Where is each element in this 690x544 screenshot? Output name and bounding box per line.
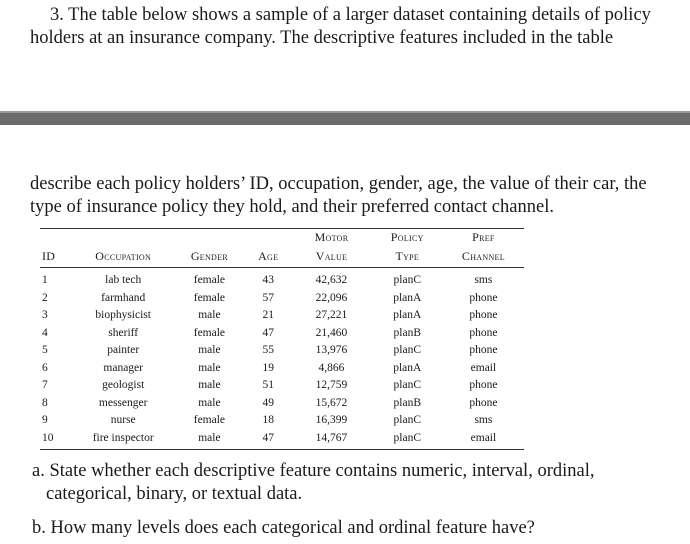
header-value: Value — [291, 248, 371, 268]
policy-type-cell: planA — [393, 309, 422, 321]
policy-type-cell: planC — [393, 379, 421, 391]
header-policy: Policy — [390, 230, 424, 244]
age-cell: 55 — [262, 344, 274, 356]
id-cell: 8 — [42, 396, 48, 409]
header-occupation: Occupation — [73, 248, 174, 268]
header-age: Age — [245, 248, 291, 268]
header-pref: Pref — [472, 230, 495, 244]
table-row — [40, 307, 524, 325]
id-cell: 3 — [42, 309, 48, 321]
age-cell: 43 — [262, 274, 274, 286]
gender-cell: male — [198, 396, 221, 409]
header-type: Type — [372, 248, 443, 268]
gender-cell: female — [193, 291, 226, 304]
header-top-cell — [73, 229, 174, 248]
occupation-cell: manager — [103, 361, 143, 374]
age-cell: 19 — [262, 361, 274, 374]
id-cell: 10 — [40, 430, 73, 450]
table-header-row-top — [40, 229, 524, 248]
header-top-cell — [40, 229, 73, 248]
gender-cell: male — [198, 309, 221, 321]
motor-value-cell: 21,460 — [315, 326, 348, 339]
channel-cell: phone — [469, 344, 498, 356]
policy-holders-table — [40, 228, 524, 450]
policy-type-cell: planC — [393, 274, 421, 286]
occupation-cell: painter — [107, 344, 140, 356]
question-b: b. How many levels does each categorical and ordinal feature have? — [32, 518, 535, 538]
table-header-row — [40, 248, 524, 268]
occupation-cell: messenger — [98, 396, 148, 409]
age-cell: 49 — [262, 396, 274, 409]
motor-value-cell: 14,767 — [291, 430, 371, 450]
channel-cell: sms — [474, 414, 493, 426]
id-cell: 1 — [42, 274, 48, 286]
gender-cell: male — [198, 344, 221, 356]
channel-cell: email — [470, 361, 497, 374]
table-row — [40, 430, 524, 450]
age-cell: 21 — [262, 309, 274, 321]
policy-type-cell: planB — [393, 396, 421, 409]
policy-type-cell: planC — [393, 414, 421, 426]
occupation-cell: sheriff — [108, 326, 139, 339]
gender-cell: female — [193, 326, 226, 339]
intro-paragraph: 3. The table below shows a sample of a larger dataset containing details of policy holders at an insurance company. The descriptive features included in the table — [30, 5, 651, 48]
gender-cell: male — [174, 430, 245, 450]
motor-value-cell: 22,096 — [315, 291, 348, 304]
table-row — [40, 360, 524, 378]
gender-cell: female — [193, 414, 226, 426]
occupation-cell: geologist — [102, 379, 145, 391]
table-row — [40, 268, 524, 290]
policy-type-cell: planA — [393, 291, 422, 304]
motor-value-cell: 27,221 — [315, 309, 348, 321]
age-cell: 47 — [245, 430, 291, 450]
header-top-cell — [245, 229, 291, 248]
header-gender: Gender — [174, 248, 245, 268]
occupation-cell: fire inspector — [73, 430, 174, 450]
channel-cell: sms — [474, 274, 493, 286]
header-top-cell — [174, 229, 245, 248]
occupation-cell: farmhand — [101, 291, 146, 304]
policy-type-cell: planA — [393, 361, 422, 374]
age-cell: 51 — [262, 379, 274, 391]
table-row — [40, 377, 524, 395]
channel-cell: phone — [469, 291, 498, 304]
motor-value-cell: 13,976 — [315, 344, 348, 356]
table-row — [40, 325, 524, 343]
occupation-cell: lab tech — [105, 274, 142, 286]
age-cell: 57 — [262, 291, 274, 304]
table-row — [40, 395, 524, 413]
header-motor: Motor — [314, 230, 349, 244]
id-cell: 2 — [42, 291, 48, 304]
id-cell: 5 — [42, 344, 48, 356]
id-cell: 7 — [42, 379, 48, 391]
occupation-cell: nurse — [110, 414, 136, 426]
table-row — [40, 342, 524, 360]
channel-cell: phone — [469, 309, 498, 321]
header-channel: Channel — [443, 248, 524, 268]
motor-value-cell: 15,672 — [315, 396, 348, 409]
policy-type-cell: planC — [393, 344, 421, 356]
header-id: ID — [40, 248, 73, 268]
motor-value-cell: 42,632 — [315, 274, 348, 286]
motor-value-cell: 4,866 — [318, 361, 345, 374]
question-a-line2: categorical, binary, or textual data. — [46, 484, 303, 504]
channel-cell: email — [443, 430, 524, 450]
gender-cell: male — [198, 361, 221, 374]
id-cell: 6 — [42, 361, 48, 374]
age-cell: 18 — [262, 414, 274, 426]
policy-type-cell: planB — [393, 326, 421, 339]
channel-cell: phone — [469, 379, 498, 391]
question-a — [32, 460, 672, 506]
question-a-line1: a. State whether each descriptive feature contains numeric, interval, ordinal, — [32, 461, 595, 481]
table-row — [40, 412, 524, 430]
id-cell: 4 — [42, 326, 48, 339]
id-cell: 9 — [42, 414, 48, 426]
age-cell: 47 — [262, 326, 274, 339]
channel-cell: phone — [469, 326, 498, 339]
motor-value-cell: 16,399 — [315, 414, 348, 426]
continuation-paragraph: describe each policy holders’ ID, occupation, gender, age, the value of their car, the type of insurance policy they hold, and their preferred contact channel. — [30, 174, 647, 217]
table-row — [40, 290, 524, 308]
occupation-cell: biophysicist — [95, 309, 151, 321]
motor-value-cell: 12,759 — [315, 379, 348, 391]
gender-cell: female — [193, 274, 226, 286]
page-divider-bar — [0, 111, 690, 125]
policy-type-cell: planC — [372, 430, 443, 450]
gender-cell: male — [198, 379, 221, 391]
channel-cell: phone — [469, 396, 498, 409]
